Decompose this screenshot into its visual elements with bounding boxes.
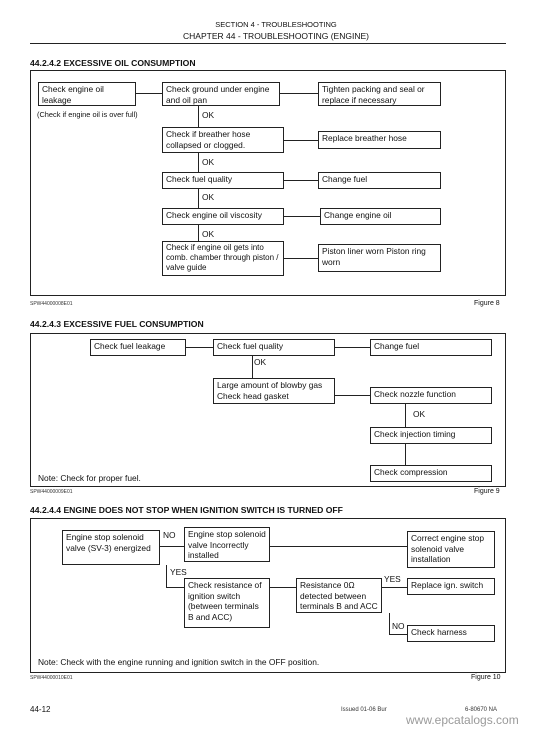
box-check-fuel-quality-2: Check fuel quality [213, 339, 335, 356]
connector [270, 587, 296, 588]
figure-code: SPW44000009E01 [30, 489, 73, 495]
no-label: NO [392, 621, 405, 631]
connector [198, 189, 199, 208]
connector [198, 153, 199, 172]
no-label: NO [163, 530, 176, 540]
connector [186, 347, 213, 348]
box-resistance-zero: Resistance 0Ω detected between terminals B and ACC [296, 578, 382, 613]
box-solenoid-energized: Engine stop solenoid valve (SV-3) energized [62, 530, 160, 565]
page-number: 44-12 [30, 705, 51, 714]
box-compression: Check compression [370, 465, 492, 482]
connector [136, 93, 162, 94]
box-blowby: Large amount of blowby gas Check head gasket [213, 378, 335, 404]
connector [405, 444, 406, 465]
issued-info: Issued 01-06 Bur [341, 707, 387, 713]
box-change-fuel: Change fuel [318, 172, 441, 189]
ok-label: OK [202, 192, 215, 202]
section-title-oil: 44.2.4.2 EXCESSIVE OIL CONSUMPTION [30, 58, 196, 68]
box-check-oil-leakage: Check engine oil leakage [38, 82, 136, 106]
note-proper-fuel: Note: Check for proper fuel. [38, 473, 141, 483]
section-title-stop: 44.2.4.4 ENGINE DOES NOT STOP WHEN IGNITION SWITCH IS TURNED OFF [30, 505, 343, 515]
box-change-oil: Change engine oil [320, 208, 441, 225]
box-check-harness: Check harness [407, 625, 495, 642]
connector [284, 180, 318, 181]
header-rule [30, 43, 506, 44]
figure-caption: Figure 8 [474, 300, 500, 307]
connector [198, 106, 199, 127]
connector [389, 634, 407, 635]
watermark: www.epcatalogs.com [406, 713, 519, 727]
figure-code: SPW44000010E01 [30, 675, 73, 681]
box-injection-timing: Check injection timing [370, 427, 492, 444]
connector [280, 93, 318, 94]
ok-label: OK [413, 409, 426, 419]
connector [252, 356, 253, 378]
ok-label: OK [202, 157, 215, 167]
box-tighten: Tighten packing and seal or replace if necessary [318, 82, 441, 106]
connector [389, 613, 390, 634]
ok-label: OK [202, 110, 215, 120]
connector [335, 395, 370, 396]
box-change-fuel-2: Change fuel [370, 339, 492, 356]
section-header: SECTION 4 - TROUBLESHOOTING [215, 20, 337, 29]
chapter-header: CHAPTER 44 - TROUBLESHOOTING (ENGINE) [183, 31, 369, 41]
figure-caption: Figure 9 [474, 488, 500, 495]
connector [166, 565, 167, 587]
connector [270, 546, 407, 547]
box-correct-solenoid: Correct engine stop solenoid valve installation [407, 531, 495, 568]
figure-9-frame [30, 333, 506, 487]
connector [160, 546, 184, 547]
box-check-fuel-quality: Check fuel quality [162, 172, 284, 189]
connector [198, 225, 199, 241]
note-engine-running: Note: Check with the engine running and ignition switch in the OFF position. [38, 657, 320, 667]
connector [284, 140, 318, 141]
box-nozzle: Check nozzle function [370, 387, 492, 404]
box-piston-worn: Piston liner worn Piston ring worn [318, 244, 441, 272]
figure-caption: Figure 10 [471, 674, 501, 681]
box-check-chamber: Check if engine oil gets into comb. chamber through piston / valve guide [162, 241, 284, 276]
box-check-viscosity: Check engine oil viscosity [162, 208, 284, 225]
section-title-fuel: 44.2.4.3 EXCESSIVE FUEL CONSUMPTION [30, 319, 204, 329]
box-check-fuel-leakage: Check fuel leakage [90, 339, 186, 356]
connector [405, 404, 406, 427]
connector [382, 587, 407, 588]
ok-label: OK [202, 229, 215, 239]
figure-code: SPW44000008E01 [30, 301, 73, 307]
box-check-ground: Check ground under engine and oil pan [162, 82, 280, 106]
connector [284, 258, 318, 259]
box-check-breather: Check if breather hose collapsed or clogged. [162, 127, 284, 153]
part-number: 6-80670 NA [465, 707, 498, 713]
connector [166, 587, 184, 588]
ok-label: OK [254, 357, 267, 367]
connector [335, 347, 370, 348]
yes-label: YES [384, 574, 401, 584]
box-replace-switch: Replace ign. switch [407, 578, 495, 595]
note-over-full: (Check if engine oil is over full) [37, 110, 138, 119]
connector [284, 216, 320, 217]
box-check-resistance: Check resistance of ignition switch (between terminals B and ACC) [184, 578, 270, 628]
box-replace-breather: Replace breather hose [318, 131, 441, 149]
box-solenoid-incorrect: Engine stop solenoid valve Incorrectly installed [184, 527, 270, 562]
yes-label: YES [170, 567, 187, 577]
